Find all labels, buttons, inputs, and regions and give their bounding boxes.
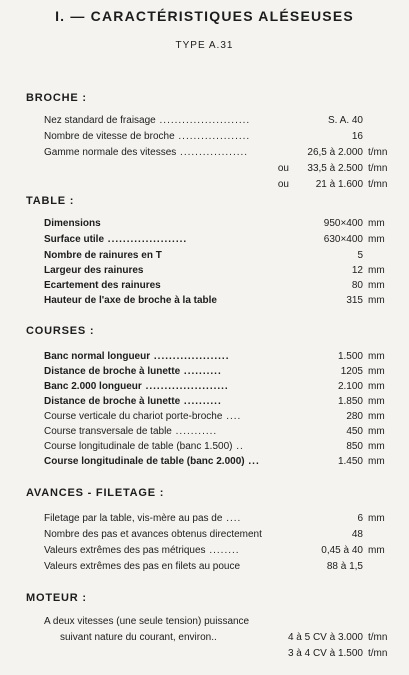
spec-row (0, 456, 409, 471)
spec-unit: mm (368, 218, 385, 229)
section-heading-table: TABLE : (26, 195, 75, 207)
spec-unit: mm (368, 265, 385, 276)
spec-unit: mm (368, 411, 385, 422)
spec-value: 26,5 à 2.000 (307, 147, 363, 158)
spec-label: Nez standard de fraisage ........................ (44, 115, 251, 126)
spec-unit: t/mn (368, 632, 388, 643)
spec-value: 1.450 (337, 456, 363, 467)
section-heading-broche: BROCHE : (26, 92, 87, 104)
spec-label: A deux vitesses (une seule tension) puissance (44, 616, 250, 627)
spec-row (0, 147, 409, 162)
spec-row (0, 632, 409, 647)
spec-label: Filetage par la table, vis-mère au pas de .... (44, 513, 242, 524)
spec-label: Course longitudinale de table (banc 2.000) ... (44, 456, 260, 467)
spec-unit: mm (368, 295, 385, 306)
spec-value: S. A. 40 (327, 115, 363, 126)
spec-label: Distance de broche à lunette .......... (44, 366, 222, 377)
spec-row (0, 115, 409, 130)
spec-row (0, 351, 409, 366)
spec-value: 1.500 (337, 351, 363, 362)
spec-row (0, 441, 409, 456)
spec-row (0, 396, 409, 411)
spec-value: 315 (346, 295, 363, 306)
spec-value: 33,5 à 2.500 (307, 163, 363, 174)
spec-value: 48 (351, 529, 363, 540)
spec-label: Course longitudinale de table (banc 1.500) .. (44, 441, 244, 452)
spec-value: 4 à 5 CV à 3.000 (287, 632, 363, 643)
spec-label: Surface utile ..................... (44, 234, 188, 245)
spec-unit: mm (368, 426, 385, 437)
section-heading-courses: COURSES : (26, 325, 95, 337)
spec-value: 450 (346, 426, 363, 437)
spec-prefix: ou (277, 163, 289, 174)
spec-unit: t/mn (368, 648, 388, 659)
spec-label: suivant nature du courant, environ.. (60, 632, 217, 643)
spec-label: Hauteur de l'axe de broche à la table (44, 295, 217, 306)
spec-unit: mm (368, 366, 385, 377)
spec-unit: mm (368, 545, 385, 556)
spec-label: Largeur des rainures (44, 265, 144, 276)
spec-row (0, 163, 409, 178)
spec-label: Ecartement des rainures (44, 280, 161, 291)
spec-row (0, 529, 409, 544)
spec-value: 5 (357, 250, 363, 261)
spec-row (0, 648, 409, 663)
spec-label: Gamme normale des vitesses .................. (44, 147, 249, 158)
page-subtitle: TYPE A.31 (175, 40, 234, 51)
spec-row (0, 561, 409, 576)
spec-label: Nombre des pas et avances obtenus directement (44, 529, 262, 540)
spec-unit: t/mn (368, 179, 388, 190)
spec-label: Course verticale du chariot porte-broche .... (44, 411, 242, 422)
spec-label: Banc 2.000 longueur ...................... (44, 381, 229, 392)
spec-value: 1205 (340, 366, 363, 377)
spec-unit: mm (368, 234, 385, 245)
spec-row (0, 179, 409, 194)
section-heading-avances: AVANCES - FILETAGE : (26, 487, 165, 499)
spec-label: Nombre de vitesse de broche ................... (44, 131, 251, 142)
spec-value: 950×400 (323, 218, 363, 229)
spec-label: Course transversale de table ........... (44, 426, 218, 437)
spec-row (0, 280, 409, 295)
spec-label: Distance de broche à lunette .......... (44, 396, 222, 407)
spec-value: 6 (357, 513, 363, 524)
spec-label: Banc normal longueur .................... (44, 351, 230, 362)
page-title: I. — CARACTÉRISTIQUES ALÉSEUSES (55, 8, 354, 24)
spec-unit: t/mn (368, 147, 388, 158)
spec-row (0, 366, 409, 381)
spec-label: Nombre de rainures en T (44, 250, 162, 261)
spec-value: 3 à 4 CV à 1.500 (287, 648, 363, 659)
spec-row (0, 545, 409, 560)
spec-value: 630×400 (323, 234, 363, 245)
spec-unit: mm (368, 456, 385, 467)
spec-row (0, 295, 409, 310)
spec-unit: t/mn (368, 163, 388, 174)
spec-value: 12 (351, 265, 363, 276)
spec-prefix: ou (277, 179, 289, 190)
spec-value: 88 à 1,5 (326, 561, 363, 572)
spec-value: 21 à 1.600 (315, 179, 363, 190)
spec-row (0, 265, 409, 280)
spec-value: 850 (346, 441, 363, 452)
spec-row (0, 381, 409, 396)
spec-label: Valeurs extrêmes des pas en filets au pouce (44, 561, 241, 572)
spec-label: Dimensions (44, 218, 101, 229)
spec-row (0, 616, 409, 631)
spec-value: 16 (351, 131, 363, 142)
spec-row (0, 131, 409, 146)
spec-unit: mm (368, 351, 385, 362)
spec-row (0, 411, 409, 426)
spec-row (0, 513, 409, 528)
spec-row (0, 218, 409, 233)
spec-value: 0,45 à 40 (321, 545, 363, 556)
spec-unit: mm (368, 381, 385, 392)
spec-unit: mm (368, 513, 385, 524)
spec-row (0, 234, 409, 249)
spec-label: Valeurs extrêmes des pas métriques ........ (44, 545, 240, 556)
spec-row (0, 426, 409, 441)
spec-value: 2.100 (337, 381, 363, 392)
spec-value: 1.850 (337, 396, 363, 407)
spec-value: 280 (346, 411, 363, 422)
section-heading-moteur: MOTEUR : (26, 592, 87, 604)
spec-unit: mm (368, 396, 385, 407)
spec-value: 80 (351, 280, 363, 291)
spec-unit: mm (368, 441, 385, 452)
spec-unit: mm (368, 280, 385, 291)
spec-row (0, 250, 409, 265)
